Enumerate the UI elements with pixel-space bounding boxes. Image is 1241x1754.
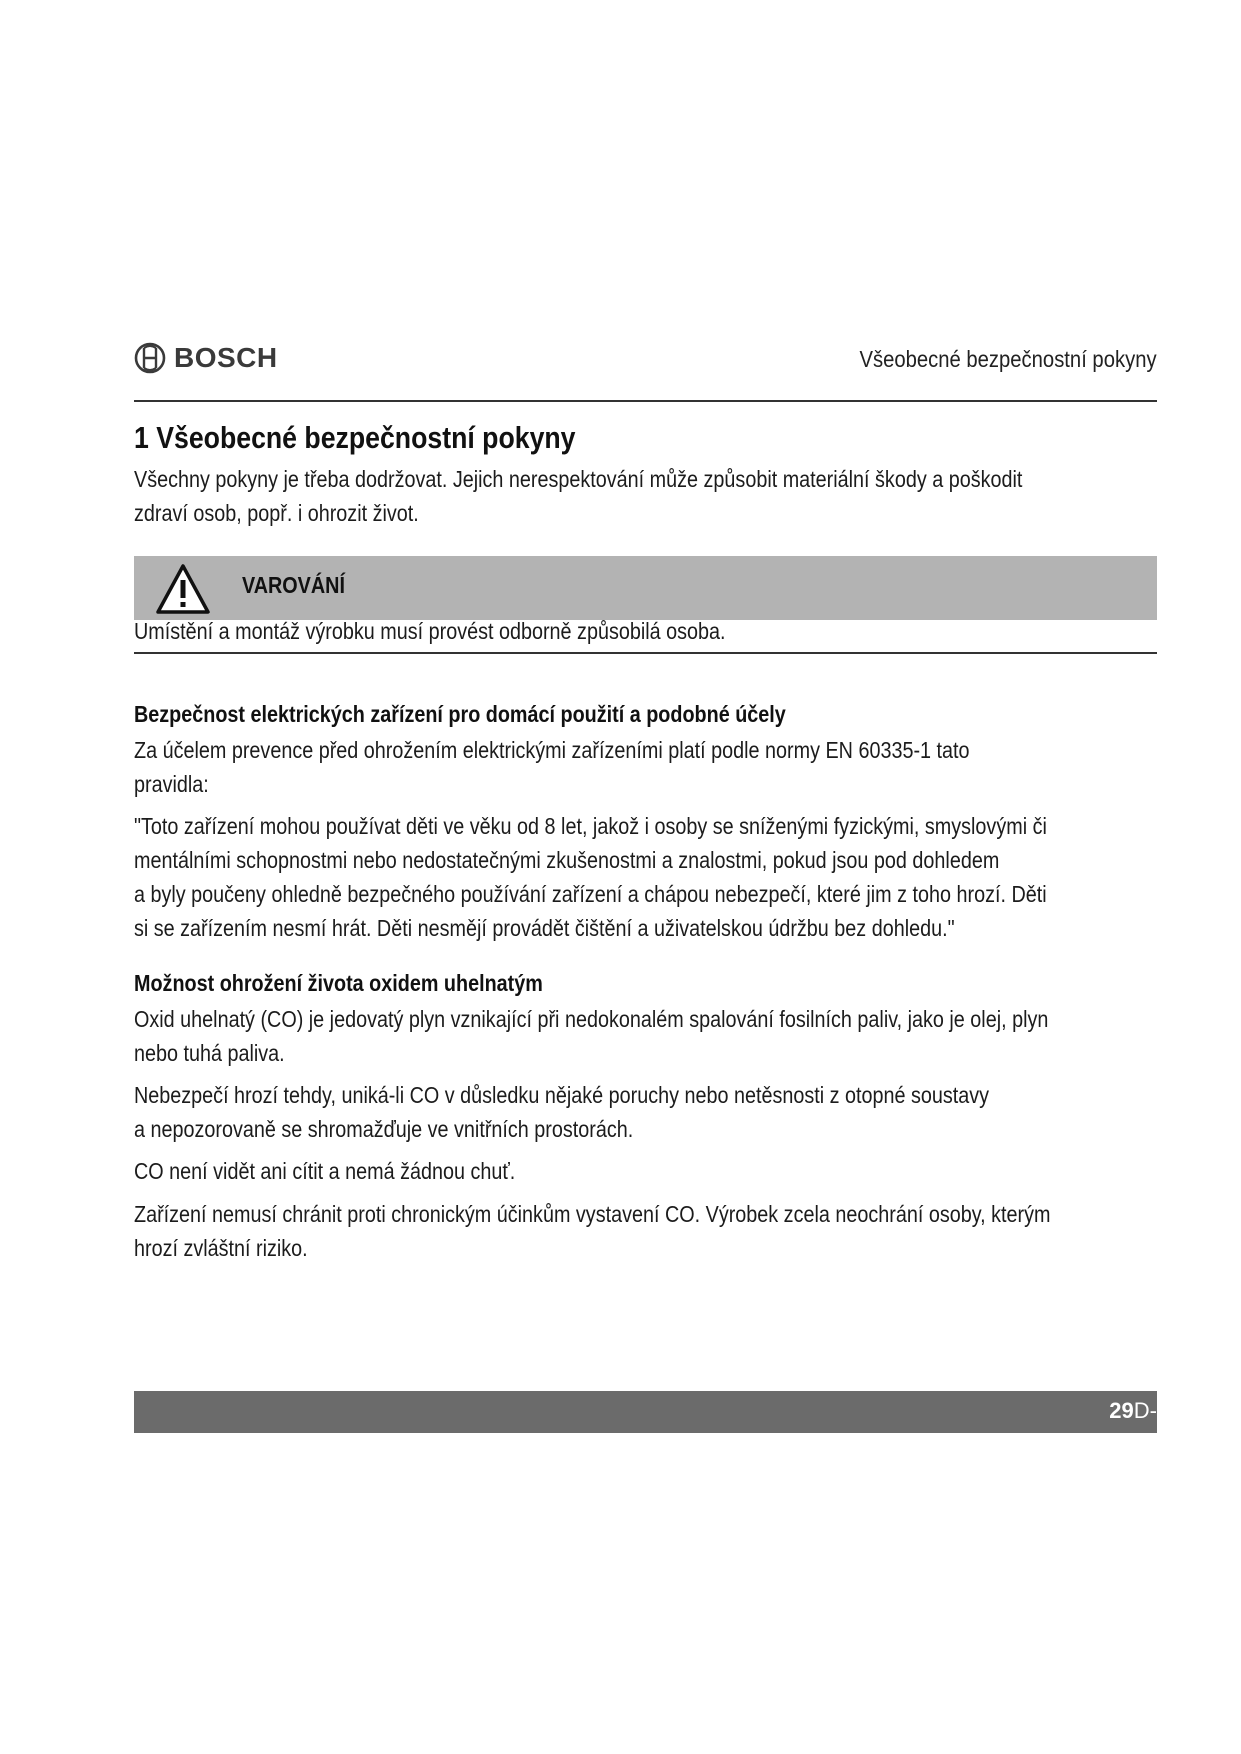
co-paragraph-1	[134, 1002, 1048, 1070]
text-line: si se zařízením nesmí hrát. Děti nesmějí provádět čištění a uživatelskou údržbu bez dohledu."	[134, 915, 955, 941]
text-line: Oxid uhelnatý (CO) je jedovatý plyn vznikající při nedokonalém spalování fosilních paliv, jako je olej, plyn	[134, 1006, 1049, 1032]
text-line: mentálními schopnostmi nebo nedostatečnými zkušenostmi a znalostmi, pokud jsou pod dohledem	[134, 847, 1000, 873]
co-paragraph-4	[134, 1197, 1050, 1265]
header-section-title: Všeobecné bezpečnostní pokyny	[859, 346, 1157, 372]
header-rule	[134, 400, 1157, 402]
text-line: pravidla:	[134, 771, 209, 797]
electrical-paragraph-1	[134, 733, 970, 801]
warning-label: VAROVÁNÍ	[242, 572, 345, 598]
text-line: Všechny pokyny je třeba dodržovat. Jejich nerespektování může způsobit materiální škody a poškodit	[134, 466, 1023, 492]
page-header	[134, 338, 1157, 398]
text-line: zdraví osob, popř. i ohrozit život.	[134, 500, 419, 526]
text-line: nebo tuhá paliva.	[134, 1040, 285, 1066]
text-line: hrozí zvláštní riziko.	[134, 1235, 308, 1261]
bosch-armature-icon	[134, 342, 166, 374]
electrical-paragraph-2	[134, 809, 1047, 945]
warning-rule	[134, 652, 1157, 654]
warning-text: Umístění a montáž výrobku musí provést odborně způsobilá osoba.	[134, 618, 726, 644]
logo-text: BOSCH	[174, 342, 278, 373]
text-line: Nebezpečí hrozí tehdy, uniká-li CO v důsledku nějaké poruchy nebo netěsnosti z otopné soustavy	[134, 1082, 990, 1108]
warning-header	[134, 556, 1157, 620]
text-line: "Toto zařízení mohou používat děti ve věku od 8 let, jakož i osoby se sníženými fyzickými, smyslovými či	[134, 813, 1047, 839]
document-page	[134, 0, 1157, 1754]
page-footer	[134, 1391, 1157, 1433]
electrical-heading: Bezpečnost elektrických zařízení pro domácí použití a podobné účely	[134, 701, 786, 727]
text-line: Za účelem prevence před ohrožením elektrickými zařízeními platí podle normy EN 60335-1 tato	[134, 737, 970, 763]
page-number	[1109, 1398, 1157, 1424]
co-paragraph-3: CO není vidět ani cítit a nemá žádnou chuť.	[134, 1158, 516, 1184]
page-number-value: 29	[1109, 1398, 1134, 1423]
text-line: a byly poučeny ohledně bezpečného používání zařízení a chápou nebezpečí, které jim z toho hrozí. Děti	[134, 881, 1047, 907]
bosch-logo	[134, 342, 278, 374]
section-heading: 1 Všeobecné bezpečnostní pokyny	[134, 420, 576, 455]
co-paragraph-2	[134, 1078, 989, 1146]
text-line: Zařízení nemusí chránit proti chronickým účinkům vystavení CO. Výrobek zcela neochrání osoby, kterým	[134, 1201, 1051, 1227]
warning-triangle-icon	[154, 561, 212, 617]
intro-paragraph	[134, 462, 1022, 530]
co-heading: Možnost ohrožení života oxidem uhelnatým	[134, 970, 543, 996]
text-line: a nepozorovaně se shromažďuje ve vnitřních prostorách.	[134, 1116, 634, 1142]
page-number-suffix: D-	[1133, 1398, 1157, 1423]
